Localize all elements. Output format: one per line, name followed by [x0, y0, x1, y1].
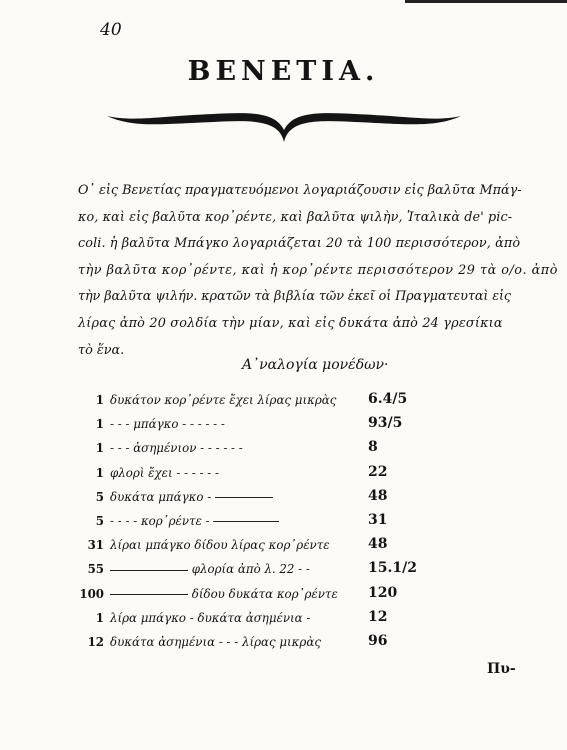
paragraph-line: κο, καὶ εἰς βαλῦτα κορ᾿ρέντε, καὶ βαλῦτα ψιλὴν, Ἰταλικὰ de' pic-: [78, 209, 513, 225]
row-value: 120: [368, 584, 398, 601]
row-quantity: 12: [87, 634, 104, 649]
row-value: 93/5: [368, 415, 403, 432]
table-row: [70, 584, 410, 611]
row-description: δυκάτον κορ᾿ρέντε ἔχει λίρας μικρὰς: [110, 393, 337, 407]
dash-rule: [215, 497, 273, 498]
row-quantity: 1: [95, 610, 104, 625]
row-quantity: 1: [95, 417, 104, 432]
table-title: Α᾿ναλογία μονέδων·: [242, 357, 389, 373]
table-row: [70, 417, 410, 441]
section-title: BENETIA.: [187, 56, 380, 87]
row-value: 8: [368, 439, 378, 456]
row-description-text: - - - - κορ᾿ρέντε -: [110, 513, 210, 528]
row-value: 31: [368, 511, 388, 528]
dash-rule: [110, 570, 188, 571]
page-number: 40: [100, 20, 122, 40]
top-edge-rule: [405, 0, 567, 3]
row-description: [110, 514, 279, 528]
row-description: φλορὶ ἔχει - - - - - -: [110, 465, 220, 480]
row-quantity: 5: [95, 513, 104, 528]
row-quantity: 55: [87, 562, 104, 577]
paragraph-line: λίρας ἀπὸ 20 σολδία τὴν μίαν, καὶ εἰς δυκάτα ἀπὸ 24 γρεσίκια: [78, 315, 503, 331]
dash-rule: [110, 594, 188, 595]
paragraph-line: τὸ ἕνα.: [78, 342, 125, 358]
table-row: [70, 441, 410, 465]
row-description-text: φλορία ἀπὸ λ. 22 - -: [191, 562, 310, 577]
row-quantity: 1: [95, 465, 104, 480]
paragraph-line: τὴν βαλῦτα κορ᾿ρέντε, καὶ ἡ κορ᾿ρέντε περισσότερον 29 τὰ ο/ο. ἀπὸ: [78, 262, 558, 278]
row-description: λίραι μπάγκο δίδου λίρας κορ᾿ρέντε: [110, 538, 330, 553]
row-value: 48: [368, 536, 388, 553]
table-row: [70, 393, 410, 417]
row-description: δυκάτα ἀσημένια - - - λίρας μικρὰς: [110, 634, 321, 649]
row-value: 15.1/2: [368, 560, 417, 577]
row-description-text: δίδου δυκάτα κορ᾿ρέντε: [191, 586, 338, 601]
row-description: [110, 562, 310, 576]
body-paragraph: [78, 178, 558, 364]
row-quantity: 1: [95, 441, 104, 456]
paragraph-line: Ο᾿ εἰς Βενετίας πραγματευόμενοι λογαριάζουσιν εἰς βαλῦτα Μπάγ-: [78, 183, 522, 198]
row-description: - - - μπάγκο - - - - - -: [110, 417, 225, 432]
paragraph-line: coli. ἡ βαλῦτα Μπάγκο λογαριάζεται 20 τὰ 100 περισσότερον, ἀπὸ: [78, 236, 521, 252]
table-row: [70, 632, 410, 659]
dash-rule: [213, 521, 279, 522]
table-row: [70, 463, 410, 490]
ornamental-divider: [103, 102, 465, 146]
row-description: - - - ἀσημένιον - - - - - -: [110, 441, 243, 456]
row-quantity: 1: [95, 393, 104, 407]
row-value: 48: [368, 487, 388, 504]
row-quantity: 5: [95, 489, 104, 504]
table-row: [70, 560, 417, 586]
row-quantity: 100: [79, 586, 104, 601]
table-row: [70, 538, 410, 562]
row-description: [110, 587, 338, 601]
row-description-text: δυκάτα μπάγκο -: [110, 489, 212, 504]
table-row: [70, 511, 410, 538]
exchange-rate-table: [70, 391, 417, 659]
paragraph-line: τὴν βαλῦτα ψιλήν. κρατῶν τὰ βιβλία τῶν ἐκεῖ οἱ Πραγματευταὶ εἰς: [78, 289, 511, 305]
row-value: 6.4/5: [368, 391, 408, 407]
row-value: 96: [368, 632, 388, 649]
row-value: 22: [368, 463, 388, 480]
row-value: 12: [368, 608, 388, 625]
row-description: [110, 490, 273, 504]
catchword: Πυ-: [487, 661, 516, 677]
row-description: λίρα μπάγκο - δυκάτα ἀσημένια -: [110, 610, 311, 625]
table-row: [70, 487, 410, 514]
table-row: [70, 608, 410, 635]
row-quantity: 31: [87, 538, 104, 553]
